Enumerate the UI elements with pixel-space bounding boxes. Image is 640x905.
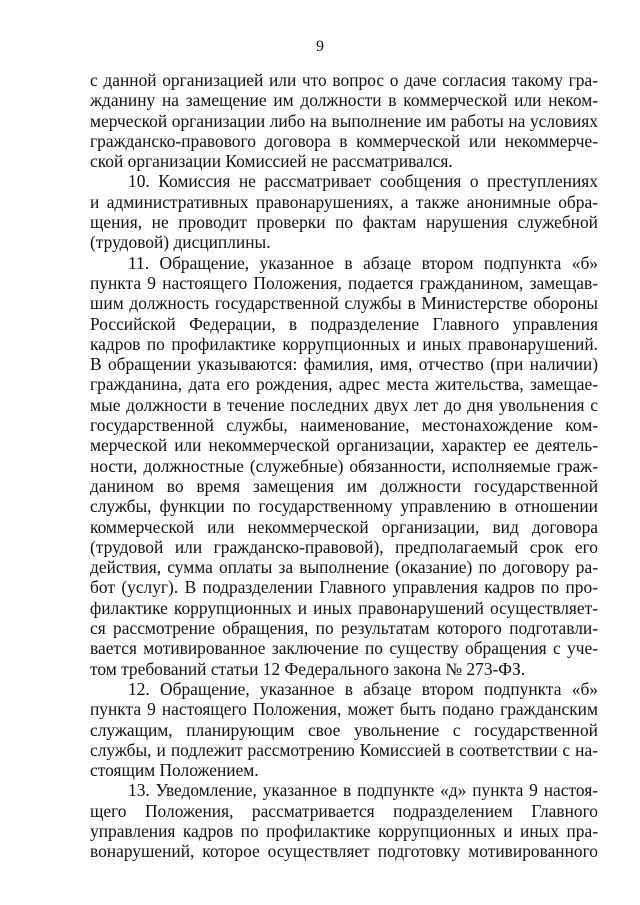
text-line: и административных правонарушениях, а также анонимные обра- [90,191,598,212]
text-line: щего Положения, рассматривается подразделением Главного [90,800,598,821]
text-line: 11. Обращение, указанное в абзаце втором подпункта «б» [128,252,598,273]
text-line: управления кадров по профилактике коррупционных и иных пра- [90,820,598,841]
text-line: (трудовой) дисциплины. [90,232,271,253]
text-line: пункта 9 настоящего Положения, подается гражданином, замещав- [90,272,598,293]
text-line: Российской Федерации, в подразделение Главного управления [90,313,598,334]
text-line: коммерческой или некоммерческой организации, вид договора [90,516,598,537]
text-line: вонарушений, которое осуществляет подготовку мотивированного [90,841,598,862]
text-line: гражданина, дата его рождения, адрес места жительства, замещае- [90,374,598,395]
text-line: мерческой или некоммерческой организации, характер ее деятель- [90,435,598,456]
text-line: кадров по профилактике коррупционных и иных правонарушений. [90,333,598,354]
text-line: 10. Комиссия не рассматривает сообщения о преступлениях [128,171,598,192]
body-text [90,70,598,862]
text-line: жданину на замещение им должности в коммерческой или неком- [90,90,598,111]
text-line: ности, должностные (служебные) обязанности, исполняемые граж- [90,455,598,476]
text-line: с данной организацией или что вопрос о даче согласия такому гра- [90,70,598,90]
text-line: пункта 9 настоящего Положения, может быть подано гражданским [90,699,598,720]
text-line: вается мотивированное заключение по существу обращения с уче- [90,638,598,659]
text-line: ской организации Комиссией не рассматривался. [90,151,453,172]
text-line: (трудовой или гражданско-правовой), предполагаемый срок его [90,536,598,557]
text-line: действия, сумма оплаты за выполнение (оказание) по договору ра- [90,557,598,578]
text-line: ся рассмотрение обращения, по результатам которого подготавли- [90,618,598,639]
text-line: щения, не проводит проверки по фактам нарушения служебной [90,212,598,233]
text-line: бот (услуг). В подразделении Главного управления кадров по про- [90,577,598,598]
page-number: 9 [316,38,324,55]
text-line: 13. Уведомление, указанное в подпункте «д» пункта 9 настоя- [128,780,598,801]
text-line: мерческой организации либо на выполнение им работы на условиях [90,110,598,131]
text-line: том требований статьи 12 Федерального закона № 273-ФЗ. [90,658,526,679]
text-line: службы, функции по государственному управлению в отношении [90,496,598,517]
text-line: гражданско-правового договора в коммерческой или некоммерче- [90,130,598,151]
text-line: государственной службы, наименование, местонахождение ком- [90,415,598,436]
text-line: служащим, планирующим свое увольнение с государственной [90,719,598,740]
text-line: стоящим Положением. [90,760,259,781]
text-line: 12. Обращение, указанное в абзаце втором подпункта «б» [128,678,598,699]
text-line: данином во время замещения им должности государственной [90,475,598,496]
text-line: мые должности в течение последних двух лет до дня увольнения с [90,394,598,415]
text-line: В обращении указываются: фамилия, имя, отчество (при наличии) [90,354,598,375]
text-line: шим должность государственной службы в Министерстве обороны [90,293,598,314]
text-line: службы, и подлежит рассмотрению Комиссией в соответствии с на- [90,739,598,760]
text-line: филактике коррупционных и иных правонарушений осуществляет- [90,597,598,618]
